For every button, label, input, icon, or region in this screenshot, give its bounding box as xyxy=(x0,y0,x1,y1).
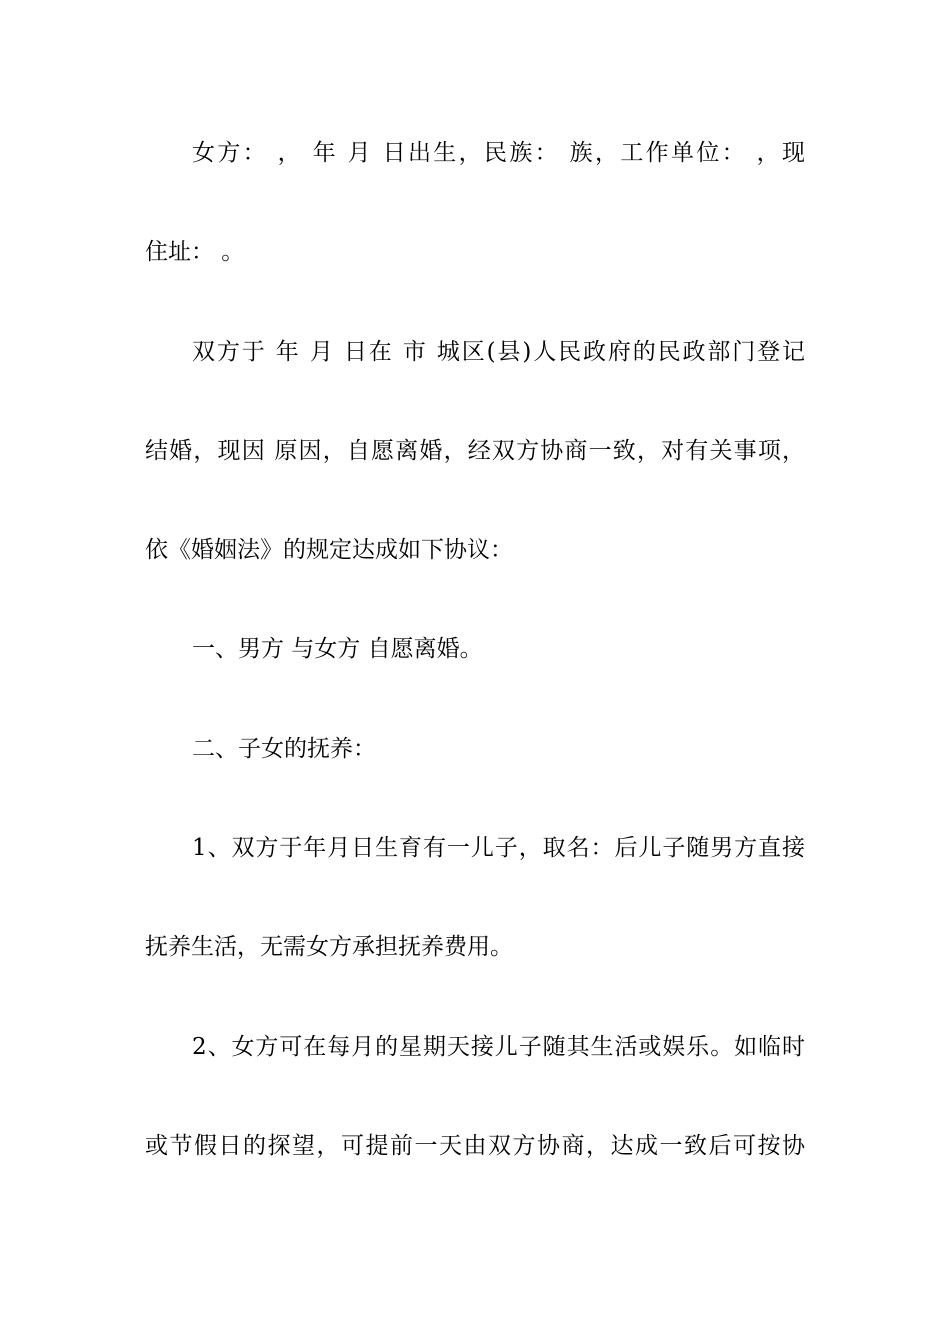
paragraph-line: 抚养生活，无需女方承担抚养费用。 xyxy=(145,934,513,960)
paragraph-line: 一、男方 与女方 自愿离婚。 xyxy=(192,636,483,662)
paragraph-line: 1、双方于年月日生育有一儿子，取名：后儿子随男方直接 xyxy=(192,835,805,861)
paragraph-line: 二、子女的抚养： xyxy=(192,736,376,762)
paragraph-line: 结婚，现因 原因，自愿离婚，经双方协商一致，对有关事项， xyxy=(145,438,805,464)
paragraph-line: 住址： 。 xyxy=(145,239,245,265)
paragraph-line: 双方于 年 月 日在 市 城区(县)人民政府的民政部门登记 xyxy=(192,339,805,365)
paragraph-line: 2、女方可在每月的星期天接儿子随其生活或娱乐。如临时 xyxy=(192,1034,805,1060)
paragraph-line: 依《婚姻法》的规定达成如下协议： xyxy=(145,537,513,563)
paragraph-line: 或节假日的探望，可提前一天由双方协商，达成一致后可按协 xyxy=(145,1133,805,1159)
paragraph-line: 女方： ， 年 月 日出生，民族： 族，工作单位： ，现 xyxy=(192,140,805,166)
